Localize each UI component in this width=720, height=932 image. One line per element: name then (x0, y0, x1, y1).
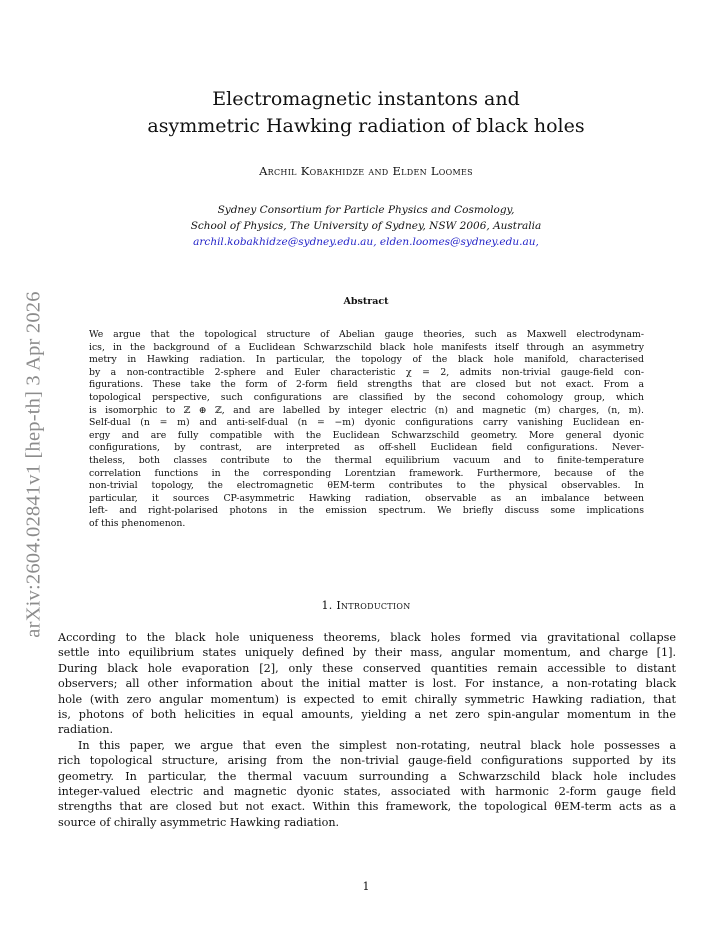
affiliation-line-1: Sydney Consortium for Particle Physics and Cosmology, (217, 204, 515, 216)
arxiv-identifier-stamp (14, 262, 54, 666)
abstract-line: particular, it sources CP-asymmetric Hawking radiation, observable as an imbalance between (89, 492, 644, 504)
abstract-heading: Abstract (343, 296, 389, 307)
paper-title-line-2: asymmetric Hawking radiation of black holes (147, 115, 585, 137)
section-heading-introduction (90, 599, 642, 612)
abstract-line: of this phenomenon. (89, 517, 186, 529)
abstract-line: We argue that the topological structure of Abelian gauge theories, such as Maxwell electrodynam- (89, 329, 644, 340)
body-line: In this paper, we argue that even the simplest non-rotating, neutral black hole possesses a (78, 738, 676, 752)
body-line: hole (with zero angular momentum) is expected to emit chirally symmetric Hawking radiation, that (58, 692, 676, 706)
body-line: integer-valued electric and magnetic dyonic states, associated with harmonic 2-form gauge field (58, 785, 676, 799)
affiliation-block (90, 202, 642, 250)
section-number: 1. (321, 599, 333, 612)
body-line: strengths that are closed but not exact. Within this framework, the topological θEM-term acts as a (58, 800, 676, 814)
body-line: observers; all other information about the initial matter is lost. For instance, a non-rotating black (58, 677, 676, 691)
body-line: rich topological structure, arising from the non-trivial gauge-field configurations supported by its (58, 754, 676, 768)
body-line: settle into equilibrium states uniquely defined by their mass, angular momentum, and charge [1]. (58, 646, 676, 660)
arxiv-identifier-text: arXiv:2604.02841v1 [hep-th] 3 Apr 2026 (22, 290, 45, 638)
body-line: source of chirally asymmetric Hawking radiation. (58, 815, 340, 829)
abstract-line: figurations. These take the form of 2-form field strengths that are closed but not exact. From a (89, 379, 644, 391)
body-line: is, photons of both helicities in equal amounts, yielding a net zero spin-angular momentum in the (58, 708, 676, 722)
paper-title-line-1: Electromagnetic instantons and (212, 88, 520, 110)
section-title: Introduction (336, 599, 411, 612)
abstract-line: topological perspective, such configurations are classified by the second cohomology group, which (89, 391, 644, 403)
abstract-line: configurations, by contrast, are interpreted as off-shell Euclidean field configurations. Never- (89, 442, 644, 454)
author-list: Archil Kobakhidze and Elden Loomes (259, 164, 473, 178)
abstract-line: Self-dual (n = m) and anti-self-dual (n = −m) dyonic configurations carry vanishing Euclidean en- (89, 417, 644, 429)
abstract-line: non-trivial topology, the electromagnetic θEM-term contributes to the physical observables. In (89, 480, 644, 492)
body-line: According to the black hole uniqueness theorems, black holes formed via gravitational collapse (58, 631, 676, 644)
abstract-body (89, 329, 644, 531)
abstract-line: metry in Hawking radiation. In particular, the topology of the black hole manifold, characterised (89, 354, 644, 366)
body-line: During black hole evaporation [2], only these conserved quantities remain accessible to distant (58, 661, 676, 675)
abstract-line: theless, both classes contribute to the thermal equilibrium vacuum and to finite-temperature (89, 454, 644, 466)
affiliation-line-2: School of Physics, The University of Sydney, NSW 2006, Australia (190, 220, 542, 232)
abstract-line: by a non-contractible 2-sphere and Euler characteristic χ = 2, admits non-trivial gauge-field con- (89, 366, 644, 378)
author-email-links[interactable]: archil.kobakhidze@sydney.edu.au, elden.loomes@sydney.edu.au, (193, 236, 539, 248)
body-line: radiation. (58, 723, 113, 737)
abstract-line: correlation functions in the corresponding Lorentzian framework. Furthermore, because of the (89, 467, 644, 479)
body-line: geometry. In particular, the thermal vacuum surrounding a Schwarzschild black hole includes (58, 769, 676, 783)
abstract-line: ergy and are fully compatible with the Euclidean Schwarzschild geometry. More general dyonic (89, 429, 644, 441)
abstract-line: left- and right-polarised photons in the emission spectrum. We briefly discuss some implications (89, 505, 644, 517)
abstract-line: ics, in the background of a Euclidean Schwarzschild black hole manifests itself through an asymmetry (89, 341, 644, 353)
paper-title (90, 86, 642, 140)
page-number: 1 (362, 880, 370, 893)
introduction-body (58, 630, 676, 830)
abstract-line: is isomorphic to ℤ ⊕ ℤ, and are labelled by integer electric (n) and magnetic (m) charges, (n, m). (89, 404, 644, 416)
